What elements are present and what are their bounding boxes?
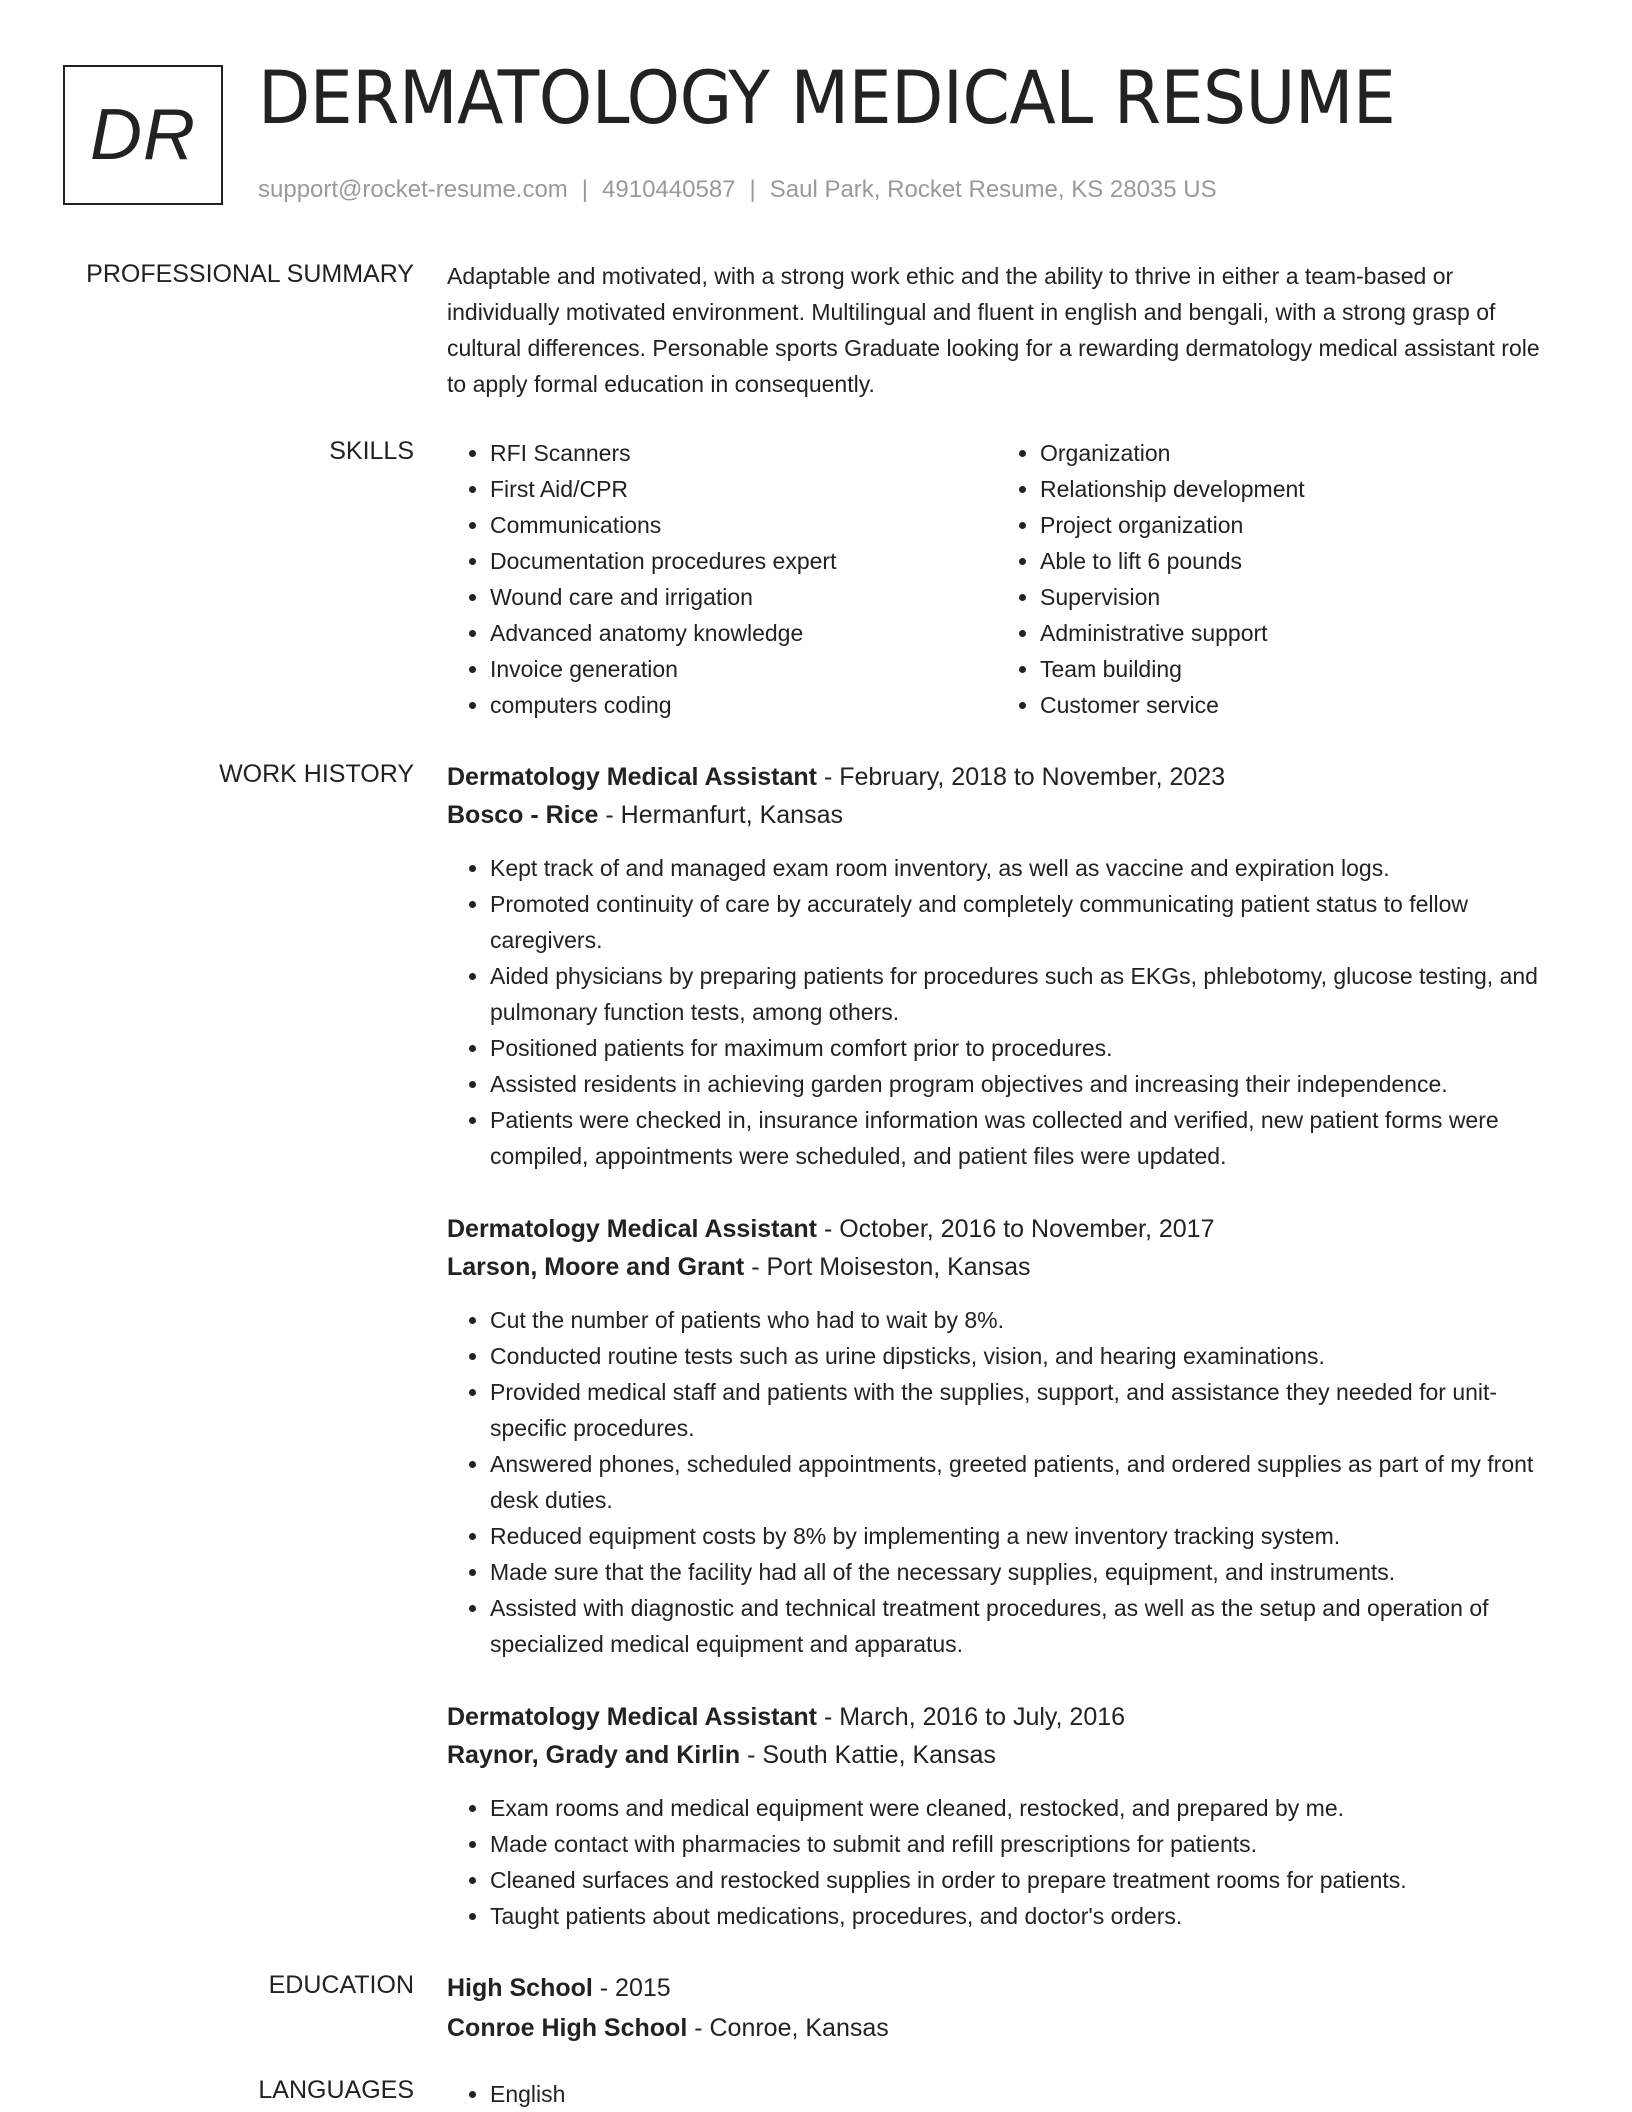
job-title-line xyxy=(447,1210,1562,1248)
job-bullet: • Made sure that the facility had all of the necessary supplies, equipment, and instruments. xyxy=(490,1554,1562,1590)
skills-list-left xyxy=(447,435,1030,723)
languages-list xyxy=(447,2076,1562,2112)
job-bullet: • Cut the number of patients who had to wait by 8%. xyxy=(490,1302,1562,1338)
contact-separator: | xyxy=(749,176,756,203)
summary-text: Adaptable and motivated, with a strong work ethic and the ability to thrive in either a team-based or individually motivated environment. Multilingual and fluent in english and bengali, with a strong grasp of cultural differences. Personable sports Graduate looking for a rewarding dermatology medical assistant role to apply formal education in consequently. xyxy=(447,263,1540,397)
monogram-initials: DR xyxy=(90,95,196,175)
skill-item: • Organization xyxy=(1040,435,1580,471)
education-degree: High School xyxy=(447,1974,593,2002)
education-school-line xyxy=(447,2009,1562,2047)
languages-heading: LANGUAGES xyxy=(258,2076,414,2104)
job-entry xyxy=(447,1698,1562,1934)
summary-heading: PROFESSIONAL SUMMARY xyxy=(86,260,414,288)
resume-title: DERMATOLOGY MEDICAL RESUME xyxy=(258,56,1396,141)
job-bullet: • Kept track of and managed exam room inventory, as well as vaccine and expiration logs. xyxy=(490,850,1562,886)
contact-address: Saul Park, Rocket Resume, KS 28035 US xyxy=(769,176,1217,203)
job-entry xyxy=(447,1210,1562,1662)
job-bullet: • Positioned patients for maximum comfort prior to procedures. xyxy=(490,1030,1562,1066)
job-bullets xyxy=(447,1790,1562,1934)
contact-phone[interactable]: 4910440587 xyxy=(602,176,736,203)
job-bullets xyxy=(447,850,1562,1174)
job-bullet: • Answered phones, scheduled appointments, greeted patients, and ordered supplies as part of my front desk duties. xyxy=(490,1446,1562,1518)
job-dates: - March, 2016 to July, 2016 xyxy=(817,1703,1126,1731)
job-title: Dermatology Medical Assistant xyxy=(447,1703,818,1731)
skill-item: • computers coding xyxy=(490,687,1030,723)
education-heading: EDUCATION xyxy=(268,1971,414,1999)
skills-list-right xyxy=(997,435,1580,723)
skill-item: • RFI Scanners xyxy=(490,435,1030,471)
job-bullet: • Assisted with diagnostic and technical treatment procedures, as well as the setup and operation of specialized medical equipment and apparatus. xyxy=(490,1590,1562,1662)
languages-body xyxy=(447,2076,1562,2112)
job-bullet: • Exam rooms and medical equipment were cleaned, restocked, and prepared by me. xyxy=(490,1790,1562,1826)
job-company-line xyxy=(447,796,1562,834)
job-dates: - October, 2016 to November, 2017 xyxy=(817,1215,1215,1243)
skill-item: • Team building xyxy=(1040,651,1580,687)
job-location: - Hermanfurt, Kansas xyxy=(598,801,843,829)
job-bullet: • Taught patients about medications, procedures, and doctor's orders. xyxy=(490,1898,1562,1934)
skill-item: • Supervision xyxy=(1040,579,1580,615)
education-school: Conroe High School xyxy=(447,2014,688,2042)
job-company-line xyxy=(447,1248,1562,1286)
skill-item: • Able to lift 6 pounds xyxy=(1040,543,1580,579)
job-bullet: • Reduced equipment costs by 8% by implementing a new inventory tracking system. xyxy=(490,1518,1562,1554)
job-company-line xyxy=(447,1736,1562,1774)
education-body xyxy=(447,1969,1562,2047)
skills-body xyxy=(447,435,1562,725)
skill-item: • Project organization xyxy=(1040,507,1580,543)
job-title: Dermatology Medical Assistant xyxy=(447,763,818,791)
job-bullet: • Provided medical staff and patients with the supplies, support, and assistance they needed for unit-specific procedures. xyxy=(490,1374,1562,1446)
contact-line xyxy=(258,176,1217,204)
skill-item: • Invoice generation xyxy=(490,651,1030,687)
job-company: Bosco - Rice xyxy=(447,801,599,829)
job-dates: - February, 2018 to November, 2023 xyxy=(817,763,1226,791)
skill-item: • Communications xyxy=(490,507,1030,543)
contact-separator: | xyxy=(581,176,589,203)
skill-item: • First Aid/CPR xyxy=(490,471,1030,507)
job-company: Larson, Moore and Grant xyxy=(447,1253,745,1281)
contact-email[interactable]: support@rocket-resume.com xyxy=(258,176,568,203)
job-title-line xyxy=(447,758,1562,796)
monogram-box xyxy=(63,65,223,205)
work-history-body xyxy=(447,758,1562,1970)
education-location: - Conroe, Kansas xyxy=(687,2014,889,2042)
skill-item: • Customer service xyxy=(1040,687,1580,723)
skills-heading: SKILLS xyxy=(329,437,414,465)
job-bullet: • Made contact with pharmacies to submit and refill prescriptions for patients. xyxy=(490,1826,1562,1862)
job-title-line xyxy=(447,1698,1562,1736)
skill-item: • Administrative support xyxy=(1040,615,1580,651)
job-bullet: • Cleaned surfaces and restocked supplies in order to prepare treatment rooms for patients. xyxy=(490,1862,1562,1898)
education-year: - 2015 xyxy=(592,1974,671,2002)
job-bullet: • Promoted continuity of care by accurately and completely communicating patient status to fellow caregivers. xyxy=(490,886,1562,958)
job-location: - Port Moiseston, Kansas xyxy=(744,1253,1031,1281)
job-entry xyxy=(447,758,1562,1174)
skill-item: • Relationship development xyxy=(1040,471,1580,507)
skill-item: • Advanced anatomy knowledge xyxy=(490,615,1030,651)
work-history-heading: WORK HISTORY xyxy=(219,760,414,788)
job-location: - South Kattie, Kansas xyxy=(740,1741,996,1769)
language-item: • English xyxy=(490,2076,1562,2112)
education-degree-line xyxy=(447,1969,1562,2007)
skill-item: • Wound care and irrigation xyxy=(490,579,1030,615)
job-title: Dermatology Medical Assistant xyxy=(447,1215,818,1243)
job-bullet: • Conducted routine tests such as urine dipsticks, vision, and hearing examinations. xyxy=(490,1338,1562,1374)
job-bullet: • Assisted residents in achieving garden program objectives and increasing their independence. xyxy=(490,1066,1562,1102)
job-company: Raynor, Grady and Kirlin xyxy=(447,1741,741,1769)
job-bullet: • Patients were checked in, insurance information was collected and verified, new patient forms were compiled, appointments were scheduled, and patient files were updated. xyxy=(490,1102,1562,1174)
job-bullets xyxy=(447,1302,1562,1662)
job-bullet: • Aided physicians by preparing patients for procedures such as EKGs, phlebotomy, glucose testing, and pulmonary function tests, among others. xyxy=(490,958,1562,1030)
skill-item: • Documentation procedures expert xyxy=(490,543,1030,579)
